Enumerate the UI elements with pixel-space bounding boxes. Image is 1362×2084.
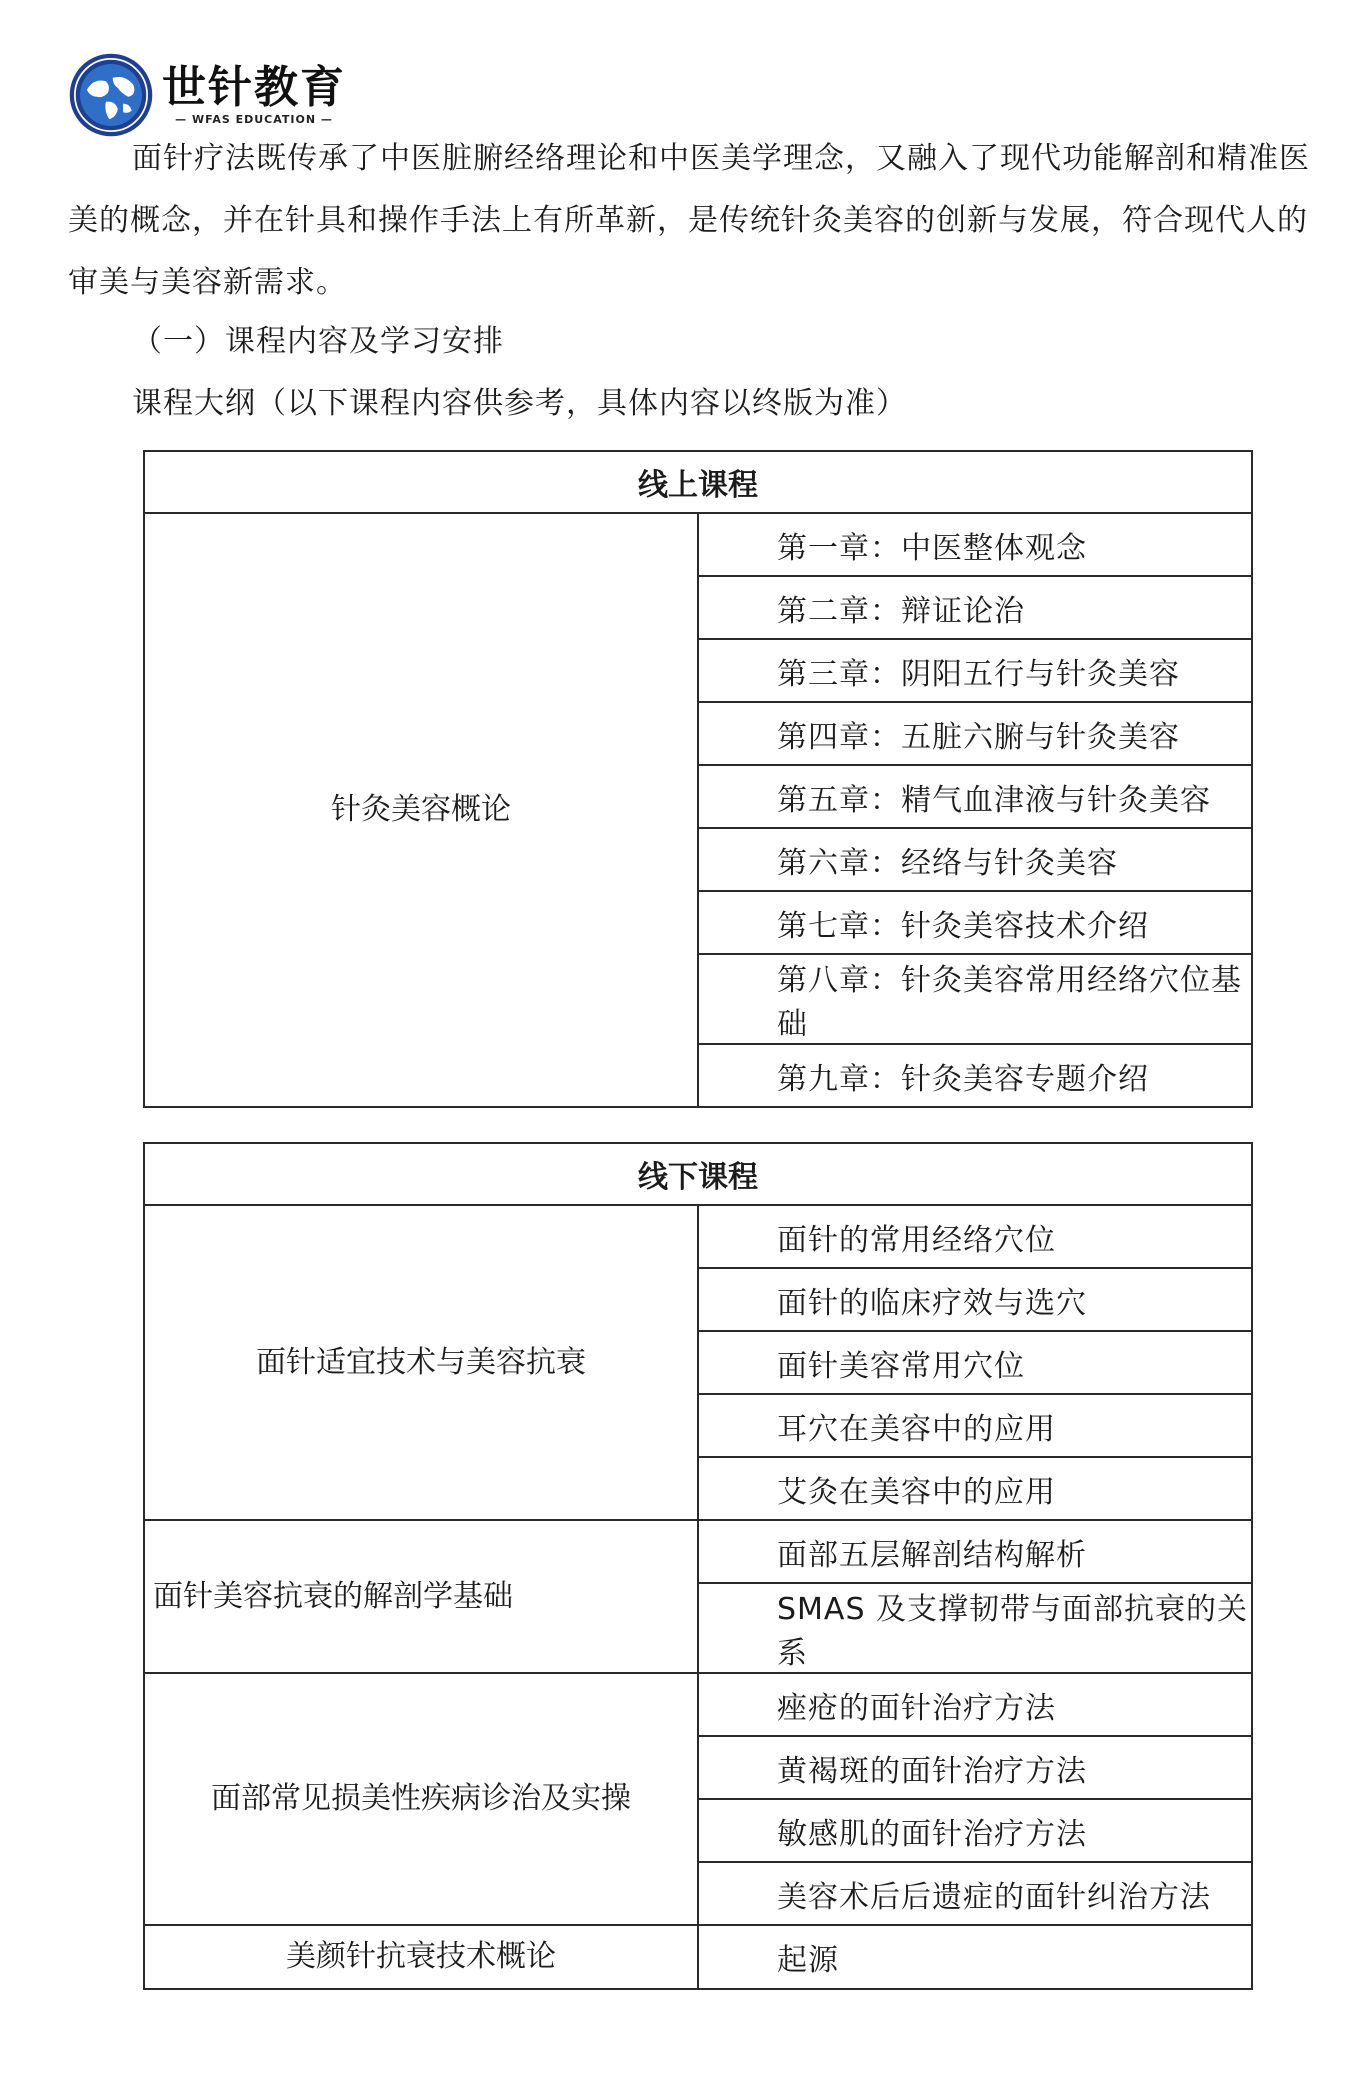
offline-group-name: 面针适宜技术与美容抗衰 — [144, 1205, 698, 1520]
logo-subtitle: — WFAS EDUCATION — — [175, 113, 333, 126]
offline-group-name: 面针美容抗衰的解剖学基础 — [144, 1520, 698, 1673]
online-item: 第八章：针灸美容常用经络穴位基础 — [698, 954, 1252, 1044]
globe-logo-icon — [68, 52, 154, 138]
online-item: 第九章：针灸美容专题介绍 — [698, 1044, 1252, 1107]
outline-note: 课程大纲（以下课程内容供参考，具体内容以终版为准） — [132, 386, 907, 421]
online-item: 第四章：五脏六腑与针灸美容 — [698, 702, 1252, 765]
logo — [68, 52, 346, 138]
offline-item: 美容术后后遗症的面针纠治方法 — [698, 1862, 1252, 1925]
offline-group-name: 面部常见损美性疾病诊治及实操 — [144, 1673, 698, 1925]
offline-table-title: 线下课程 — [144, 1143, 1252, 1205]
online-group-name: 针灸美容概论 — [144, 513, 698, 1107]
online-table-title: 线上课程 — [144, 451, 1252, 513]
online-course-table — [143, 450, 1253, 1108]
offline-item: 艾灸在美容中的应用 — [698, 1457, 1252, 1520]
offline-item: 痤疮的面针治疗方法 — [698, 1673, 1252, 1736]
online-item: 第三章：阴阳五行与针灸美容 — [698, 639, 1252, 702]
online-item: 第六章：经络与针灸美容 — [698, 828, 1252, 891]
online-item: 第七章：针灸美容技术介绍 — [698, 891, 1252, 954]
offline-group-name: 美颜针抗衰技术概论 — [144, 1925, 698, 1989]
offline-item: 耳穴在美容中的应用 — [698, 1394, 1252, 1457]
offline-item: 黄褐斑的面针治疗方法 — [698, 1736, 1252, 1799]
logo-text — [162, 63, 346, 127]
online-item: 第一章：中医整体观念 — [698, 513, 1252, 576]
online-item: 第二章：辩证论治 — [698, 576, 1252, 639]
offline-item: SMAS 及支撑韧带与面部抗衰的关系 — [698, 1583, 1252, 1673]
offline-course-table — [143, 1142, 1253, 1990]
offline-item: 起源 — [698, 1925, 1252, 1989]
offline-item: 面针美容常用穴位 — [698, 1331, 1252, 1394]
online-item: 第五章：精气血津液与针灸美容 — [698, 765, 1252, 828]
intro-paragraph: 面针疗法既传承了中医脏腑经络理论和中医美学理念，又融入了现代功能解剖和精准医美的概念，并在针具和操作手法上有所革新，是传统针灸美容的创新与发展，符合现代人的审美与美容新需求。 — [68, 141, 1310, 300]
offline-item: 面针的临床疗效与选穴 — [698, 1268, 1252, 1331]
logo-name: 世针教育 — [162, 62, 346, 113]
section-heading: （一）课程内容及学习安排 — [132, 324, 504, 359]
offline-item: 面部五层解剖结构解析 — [698, 1520, 1252, 1583]
offline-item: 面针的常用经络穴位 — [698, 1205, 1252, 1268]
offline-item: 敏感肌的面针治疗方法 — [698, 1799, 1252, 1862]
